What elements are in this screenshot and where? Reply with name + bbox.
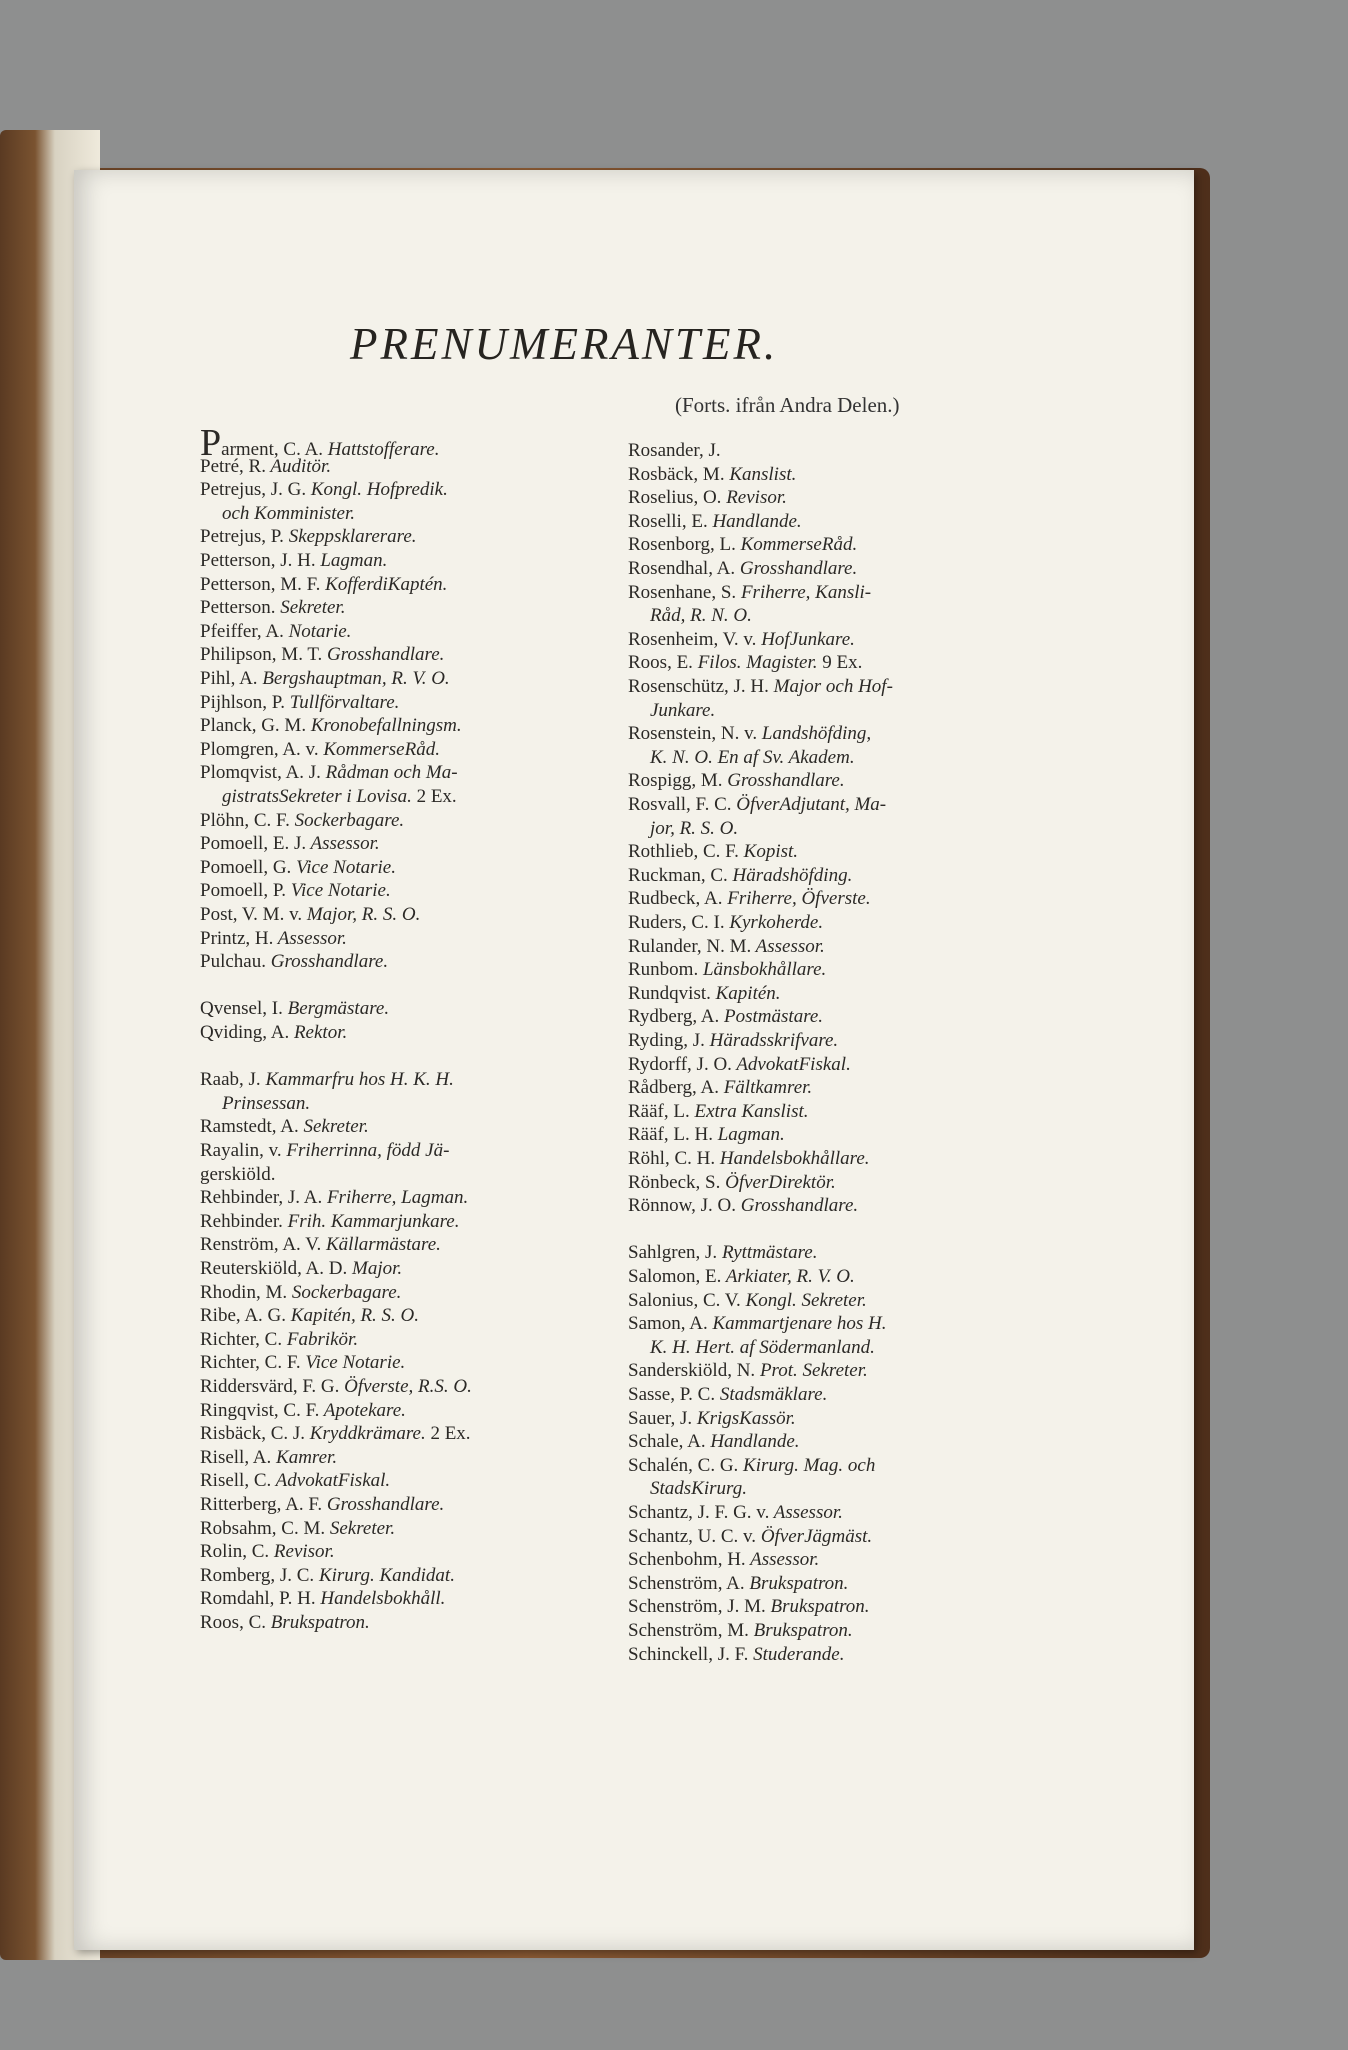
subscriber-entry [200, 526, 417, 548]
subscriber-name: Rosander, J. [628, 440, 721, 461]
subscriber-title: Vice Notarie. [291, 856, 396, 878]
subscriber-name: Pijhlson, P. [200, 691, 286, 713]
subscriber-name: Samon, A. [628, 1313, 708, 1335]
subscriber-name: Ribe, A. G. [200, 1305, 287, 1327]
subscriber-name: Rundqvist. [628, 982, 711, 1004]
subscriber-title: KofferdiKaptén. [320, 573, 448, 595]
subscriber-name: Schenbohm, H. [628, 1549, 746, 1571]
subscriber-entry [628, 1573, 848, 1595]
subscriber-entry [200, 1116, 369, 1138]
subscriber-entry [628, 865, 852, 887]
subscriber-title: Kammartjenare hos H. [707, 1313, 887, 1335]
subscriber-title: Major. [347, 1258, 403, 1279]
subscriber-title: Hattstofferare. [323, 439, 440, 460]
subscriber-name: Richter, C. F. [200, 1352, 301, 1374]
subscriber-name: Röhl, C. H. [628, 1148, 716, 1169]
subscriber-name: Petré, R. [200, 455, 266, 477]
subscriber-name: Rehbinder, J. A. [200, 1187, 323, 1209]
copies-count: 9 Ex. [817, 652, 863, 674]
subscriber-name: Richter, C. [200, 1328, 283, 1350]
subscriber-name: Sasse, P. C. [628, 1384, 716, 1405]
subscriber-name: Qviding, A. [200, 1022, 290, 1043]
subscriber-entry [628, 1242, 817, 1264]
subscriber-entry [628, 464, 796, 486]
subscriber-name: Petterson. [200, 597, 276, 619]
subscriber-title: Lagman. [315, 550, 388, 571]
subscriber-title: Assessor. [769, 1502, 843, 1523]
subscriber-title: Arkiater, R. V. O. [721, 1266, 855, 1287]
subscriber-title: Extra Kanslist. [689, 1100, 809, 1122]
subscriber-entry [628, 723, 871, 745]
subscriber-title: Revisor. [721, 487, 787, 509]
subscriber-entry [200, 1140, 449, 1162]
subscriber-title: Skeppsklarerare. [283, 526, 417, 548]
subscriber-entry [628, 1124, 785, 1146]
subscriber-title: Grosshandlare. [735, 558, 858, 579]
subscriber-title: Grosshandlare. [722, 770, 845, 792]
subscriber-title: KommerseRåd. [735, 534, 858, 556]
subscriber-entry [200, 1376, 472, 1398]
subscriber-entry [628, 487, 787, 509]
subscriber-entry [200, 857, 396, 879]
subscriber-name: Plomqvist, A. J. [200, 762, 321, 784]
subscriber-name: Sahlgren, J. [628, 1242, 718, 1264]
subscriber-name: Renström, A. V. [200, 1234, 322, 1256]
subscriber-title: Assessor. [751, 935, 825, 957]
subscriber-name: Rydberg, A. [628, 1006, 720, 1028]
subscriber-title: Landshöfding, [757, 723, 872, 745]
subscriber-entry [200, 1282, 401, 1304]
subscriber-name: Schale, A. [628, 1431, 706, 1453]
subscriber-title: Handlande. [707, 510, 802, 532]
subscriber-title: Bergshauptman, R. V. O. [257, 668, 450, 689]
subscriber-title: Kyrkoherde. [724, 912, 824, 933]
subscriber-title: Brukspatron. [266, 1612, 370, 1633]
subscriber-title: Kryddkrämare. [305, 1423, 426, 1445]
subscriber-title: Postmästare. [719, 1006, 824, 1028]
subscriber-entry [628, 1313, 886, 1335]
subscriber-title: Häradsskrifvare. [704, 1030, 839, 1051]
subscriber-entry [628, 1431, 800, 1453]
subscriber-entry [200, 1612, 370, 1634]
subscriber-entry [628, 1526, 872, 1548]
subscriber-title: Handlande. [705, 1431, 800, 1453]
subscriber-entry [200, 1518, 395, 1540]
subscriber-name: Runbom. [628, 959, 699, 981]
subscriber-entry [200, 833, 380, 855]
subscriber-name: Petrejus, P. [200, 526, 284, 548]
subscriber-entry [200, 1352, 405, 1374]
subscriber-entry [200, 692, 399, 714]
subscriber-title: Rektor. [289, 1022, 348, 1043]
subscriber-title: Brukspatron. [765, 1596, 870, 1618]
page-subtitle: (Forts. ifrån Andra Delen.) [675, 393, 900, 417]
subscriber-entry [200, 574, 447, 596]
subscriber-entry [628, 440, 721, 462]
subscriber-name: Roos, C. [200, 1612, 266, 1633]
subscriber-title: Brukspatron. [744, 1572, 849, 1594]
subscriber-title: AdvokatFiskal. [731, 1053, 851, 1075]
subscriber-name: Rosenschütz, J. H. [628, 676, 769, 697]
subscriber-name: Pomoell, P. [200, 880, 287, 902]
subscriber-entry [200, 1470, 390, 1492]
subscriber-title: Kongl. Hofpredik. [306, 479, 448, 501]
subscriber-name: Robsahm, C. M. [200, 1517, 326, 1539]
subscriber-entry [628, 1006, 823, 1028]
subscriber-entry [200, 928, 347, 950]
subscriber-entry [628, 936, 825, 958]
subscriber-name: Schenström, J. M. [628, 1596, 766, 1618]
subscriber-entry [628, 1596, 870, 1618]
subscriber-entry [200, 762, 458, 784]
subscriber-name: Rosenstein, N. v. [628, 723, 758, 745]
subscriber-entry [628, 558, 857, 580]
subscriber-title: Friherre, Kansli- [736, 581, 872, 603]
subscriber-entry [200, 550, 387, 572]
subscriber-name: Ramstedt, A. [200, 1116, 299, 1138]
subscriber-entry [200, 1565, 455, 1587]
subscriber-title: Sekreter. [298, 1116, 369, 1138]
subscriber-name: Reuterskiöld, A. D. [200, 1258, 348, 1279]
subscriber-title: Friherre, Lagman. [322, 1187, 469, 1209]
subscriber-name: Petrejus, J. G. [200, 479, 307, 501]
subscriber-name: Rolin, C. [200, 1541, 270, 1563]
subscriber-title: Råd, R. N. O. [650, 605, 752, 627]
subscriber-name: Salonius, C. V. [628, 1289, 741, 1311]
subscriber-entry [628, 1077, 812, 1099]
subscriber-title: Grosshandlare. [736, 1195, 859, 1217]
subscriber-name: Plomgren, A. v. [200, 738, 319, 760]
subscriber-name: Rosenborg, L. [628, 534, 736, 556]
subscriber-entry [200, 1541, 335, 1563]
subscriber-name: Pihl, A. [200, 668, 258, 689]
subscriber-entry [628, 652, 862, 674]
subscriber-title: gistratsSekreter i Lovisa. [222, 786, 412, 807]
subscriber-entry [200, 1022, 347, 1044]
subscriber-entry [628, 1549, 819, 1571]
subscriber-entry [628, 1620, 853, 1642]
subscriber-name: Schinckell, J. F. [628, 1643, 749, 1665]
subscriber-title: Grosshandlare. [322, 644, 445, 666]
subscriber-name: Rydorff, J. O. [628, 1053, 732, 1075]
subscriber-entry [628, 912, 823, 934]
subscriber-entry [628, 1502, 843, 1524]
subscriber-title: Sockerbagare. [287, 1281, 402, 1303]
subscriber-title: ÖfverAdjutant, Ma- [731, 794, 887, 815]
subscriber-name: Pomoell, G. [200, 856, 292, 878]
subscriber-title: ÖfverDirektör. [720, 1171, 836, 1193]
subscriber-title: Kanslist. [724, 463, 797, 485]
subscriber-name: Rönnow, J. O. [628, 1195, 737, 1217]
subscriber-title: Sekreter. [325, 1517, 396, 1539]
subscriber-title: Revisor. [269, 1541, 335, 1563]
subscriber-entry [628, 1266, 855, 1288]
subscriber-entry [628, 1408, 796, 1430]
subscriber-title: Frih. Kammarjunkare. [282, 1210, 460, 1232]
subscriber-entry [628, 629, 855, 651]
subscriber-name: Petterson, M. F. [200, 573, 321, 595]
subscriber-entry [200, 1187, 468, 1209]
subscriber-entry [200, 1234, 441, 1256]
subscriber-name: Risell, C. [200, 1470, 272, 1492]
subscriber-entry [628, 1455, 875, 1477]
subscriber-title: Auditör. [265, 455, 332, 477]
subscriber-title: StadsKirurg. [650, 1478, 747, 1500]
copies-count: 2 Ex. [411, 786, 457, 807]
subscriber-name: Philipson, M. T. [200, 644, 323, 666]
subscriber-title: Friherrinna, född Jä- [281, 1140, 450, 1161]
subscriber-title: Major, R. S. O. [302, 904, 421, 925]
subscriber-entry [628, 794, 886, 816]
subscriber-name: Roos, E. [628, 652, 693, 674]
subscriber-name: Rådberg, A. [628, 1077, 719, 1099]
subscriber-title: Ryttmästare. [717, 1242, 818, 1264]
subscriber-title: Sockerbagare. [289, 809, 405, 831]
subscriber-entry [628, 1054, 851, 1076]
subscriber-name: Post, V. M. v. [200, 904, 303, 925]
subscriber-title: Lagman. [712, 1124, 785, 1146]
subscriber-title: jor, R. S. O. [650, 817, 739, 839]
subscriber-entry [628, 582, 871, 604]
subscriber-entry [628, 770, 845, 792]
subscriber-name: Roselli, E. [628, 510, 708, 532]
subscriber-entry [200, 621, 351, 643]
subscriber-entry [200, 998, 389, 1020]
subscriber-title: Kapitén. [710, 982, 781, 1004]
subscriber-name: Qvensel, I. [200, 998, 283, 1020]
subscriber-name: Raab, J. [200, 1069, 261, 1091]
subscriber-title: HofJunkare. [756, 628, 855, 650]
subscriber-name: Schenström, M. [628, 1620, 749, 1641]
subscriber-entry [200, 951, 388, 973]
subscriber-entry [650, 747, 855, 769]
subscriber-title: Assessor. [745, 1549, 820, 1571]
subscriber-title: Assessor. [306, 833, 380, 855]
subscriber-entry [222, 503, 355, 525]
subscriber-title: AdvokatFiskal. [271, 1470, 391, 1492]
subscriber-title: Prinsessan. [222, 1092, 311, 1114]
subscriber-entry [628, 1148, 870, 1170]
subscriber-title: Junkare. [650, 699, 716, 721]
subscriber-name: Rhodin, M. [200, 1281, 288, 1303]
subscriber-entry [200, 1211, 459, 1233]
subscriber-entry [200, 1423, 471, 1445]
subscriber-title: Assessor. [273, 927, 347, 949]
subscriber-entry [628, 841, 798, 863]
subscriber-name: Printz, H. [200, 927, 274, 949]
subscriber-name: Ringqvist, C. F. [200, 1399, 320, 1421]
subscriber-title: Apotekare. [319, 1399, 406, 1421]
subscriber-entry [200, 479, 448, 501]
subscriber-name: Ruders, C. I. [628, 912, 725, 933]
subscriber-name: arment, C. A. [221, 439, 323, 460]
subscriber-entry [628, 676, 893, 698]
drop-cap: P [200, 422, 222, 464]
subscriber-title: Sekreter. [275, 597, 346, 619]
subscriber-name: Ruckman, C. [628, 864, 728, 886]
subscriber-name: Risbäck, C. J. [200, 1423, 306, 1445]
subscriber-entry [200, 904, 420, 926]
subscriber-entry [200, 597, 345, 619]
subscriber-name: Pulchau. [200, 951, 266, 973]
subscriber-title: Bergmästare. [282, 998, 390, 1020]
subscriber-name: Rääf, L. H. [628, 1124, 713, 1146]
subscriber-entry [628, 888, 871, 910]
subscriber-name: Sauer, J. [628, 1407, 693, 1429]
subscriber-name: Ritterberg, A. F. [200, 1494, 323, 1515]
subscriber-title: Rådman och Ma- [320, 762, 458, 784]
subscriber-entry [200, 715, 462, 737]
subscriber-title: Kapitén, R. S. O. [286, 1305, 420, 1327]
subscriber-name: Ryding, J. [628, 1030, 705, 1051]
subscriber-title: Friherre, Öfverste. [722, 888, 871, 910]
subscriber-name: Petterson, J. H. [200, 550, 316, 571]
subscriber-title: Handelsbokhållare. [715, 1148, 870, 1169]
subscriber-title: Kopist. [738, 841, 799, 863]
subscriber-name: Rudbeck, A. [628, 888, 723, 910]
subscriber-name: Rospigg, M. [628, 770, 723, 792]
subscriber-name: Romdahl, P. H. [200, 1588, 316, 1610]
subscriber-entry [200, 739, 440, 761]
subscriber-entry [628, 1101, 809, 1123]
subscriber-name: Rehbinder. [200, 1210, 283, 1232]
subscriber-name: Planck, G. M. [200, 715, 307, 737]
subscriber-name: Rosvall, F. C. [628, 794, 732, 815]
subscriber-title: Fältkamrer. [718, 1077, 813, 1099]
subscriber-title: Källarmästare. [321, 1234, 441, 1256]
subscriber-title: Kirurg. Kandidat. [314, 1564, 455, 1586]
subscriber-entry [200, 1494, 444, 1516]
subscriber-title: Kirurg. Mag. och [738, 1454, 876, 1476]
subscriber-title: Kammarfru hos H. K. H. [260, 1069, 454, 1091]
subscriber-name: Rayalin, v. [200, 1140, 282, 1161]
subscriber-entry [650, 700, 715, 722]
subscriber-title: Grosshandlare. [322, 1494, 445, 1515]
subscriber-name: Rulander, N. M. [628, 935, 752, 957]
subscriber-entry [200, 1400, 406, 1422]
subscriber-title: Studerande. [748, 1643, 845, 1665]
subscriber-title: Kongl. Sekreter. [740, 1289, 867, 1311]
subscriber-name: Rosenheim, V. v. [628, 628, 757, 650]
subscriber-name: Schantz, U. C. v. [628, 1525, 757, 1547]
subscriber-title: Kronobefallningsm. [306, 715, 462, 737]
subscriber-title: Fabrikör. [282, 1328, 359, 1350]
subscriber-name: Risell, A. [200, 1446, 272, 1468]
subscriber-entry [628, 1172, 836, 1194]
subscriber-entry [222, 786, 457, 808]
subscriber-entry [200, 1305, 419, 1327]
subscriber-entry [200, 1258, 402, 1280]
subscriber-title: Häradshöfding. [727, 864, 853, 886]
subscriber-name: Schalén, C. G. [628, 1454, 739, 1476]
subscriber-title: Brukspatron. [748, 1620, 853, 1641]
subscriber-name: Rääf, L. [628, 1100, 690, 1122]
subscriber-entry [200, 1588, 445, 1610]
subscriber-entry [628, 1030, 838, 1052]
subscriber-entry [628, 1195, 858, 1217]
subscriber-entry [628, 959, 826, 981]
subscriber-title: Kamrer. [271, 1446, 338, 1468]
page-title: PRENUMERANTER. [350, 319, 779, 369]
subscriber-entry [200, 1447, 337, 1469]
subscriber-entry [200, 456, 331, 478]
subscriber-title: K. H. Hert. af Södermanland. [650, 1336, 875, 1358]
subscriber-name: Schenström, A. [628, 1572, 745, 1594]
subscriber-entry [628, 1384, 827, 1406]
subscriber-title: Öfverste, R.S. O. [339, 1376, 472, 1397]
subscriber-name: Pfeiffer, A. [200, 620, 284, 642]
subscriber-name: Sanderskiöld, N. [628, 1360, 756, 1382]
subscriber-name: Riddersvärd, F. G. [200, 1376, 340, 1397]
subscriber-name: Roselius, O. [628, 487, 722, 509]
subscriber-entry [628, 1360, 868, 1382]
subscriber-title: Grosshandlare. [265, 951, 389, 973]
subscriber-title: Prot. Sekreter. [755, 1360, 868, 1382]
subscriber-name: Rönbeck, S. [628, 1171, 721, 1193]
subscriber-title: KommerseRåd. [318, 738, 440, 760]
subscriber-entry [628, 1644, 844, 1666]
subscriber-entry [628, 983, 781, 1005]
subscriber-title: K. N. O. En af Sv. Akadem. [650, 746, 855, 768]
subscriber-entry [200, 668, 450, 690]
subscriber-entry [628, 1290, 867, 1312]
subscriber-title: Vice Notarie. [286, 880, 391, 902]
subscriber-name: Plöhn, C. F. [200, 809, 290, 831]
subscriber-name: Rosenhane, S. [628, 581, 737, 603]
subscriber-name: Pomoell, E. J. [200, 833, 307, 855]
subscriber-entry [628, 534, 857, 556]
subscriber-name: Salomon, E. [628, 1266, 722, 1287]
subscriber-name: Rothlieb, C. F. [628, 841, 739, 863]
subscriber-title: ÖfverJägmäst. [756, 1525, 873, 1547]
subscriber-entry [200, 810, 404, 832]
subscriber-entry [628, 511, 802, 533]
subscriber-entry [200, 1164, 275, 1186]
subscriber-entry [650, 1478, 747, 1500]
subscriber-entry [200, 1329, 358, 1351]
subscriber-name: gerskiöld. [200, 1163, 276, 1185]
subscriber-entry [200, 880, 391, 902]
subscriber-title: och Komminister. [222, 502, 355, 524]
subscriber-entry [650, 818, 738, 840]
subscriber-entry [200, 1069, 454, 1091]
subscriber-title: Länsbokhållare. [698, 959, 827, 981]
subscriber-entry [650, 1337, 875, 1359]
subscriber-entry [222, 1093, 310, 1115]
subscriber-entry [200, 644, 444, 666]
subscriber-title: Tullförvaltare. [285, 691, 400, 713]
subscriber-title: Handelsbokhåll. [315, 1588, 446, 1610]
subscriber-title: Notarie. [283, 620, 352, 642]
subscriber-name: Schantz, J. F. G. v. [628, 1502, 770, 1523]
subscriber-name: Rosbäck, M. [628, 463, 725, 485]
subscriber-name: Rosendhal, A. [628, 558, 736, 579]
subscriber-title: Major och Hof- [768, 676, 893, 697]
subscriber-title: KrigsKassör. [692, 1407, 796, 1429]
subscriber-entry [650, 605, 752, 627]
subscriber-title: Filos. Magister. [692, 652, 818, 674]
subscriber-title: Vice Notarie. [300, 1352, 406, 1374]
subscriber-title: Stadsmäklare. [715, 1384, 828, 1405]
subscriber-name: Romberg, J. C. [200, 1564, 315, 1586]
copies-count: 2 Ex. [425, 1423, 471, 1445]
